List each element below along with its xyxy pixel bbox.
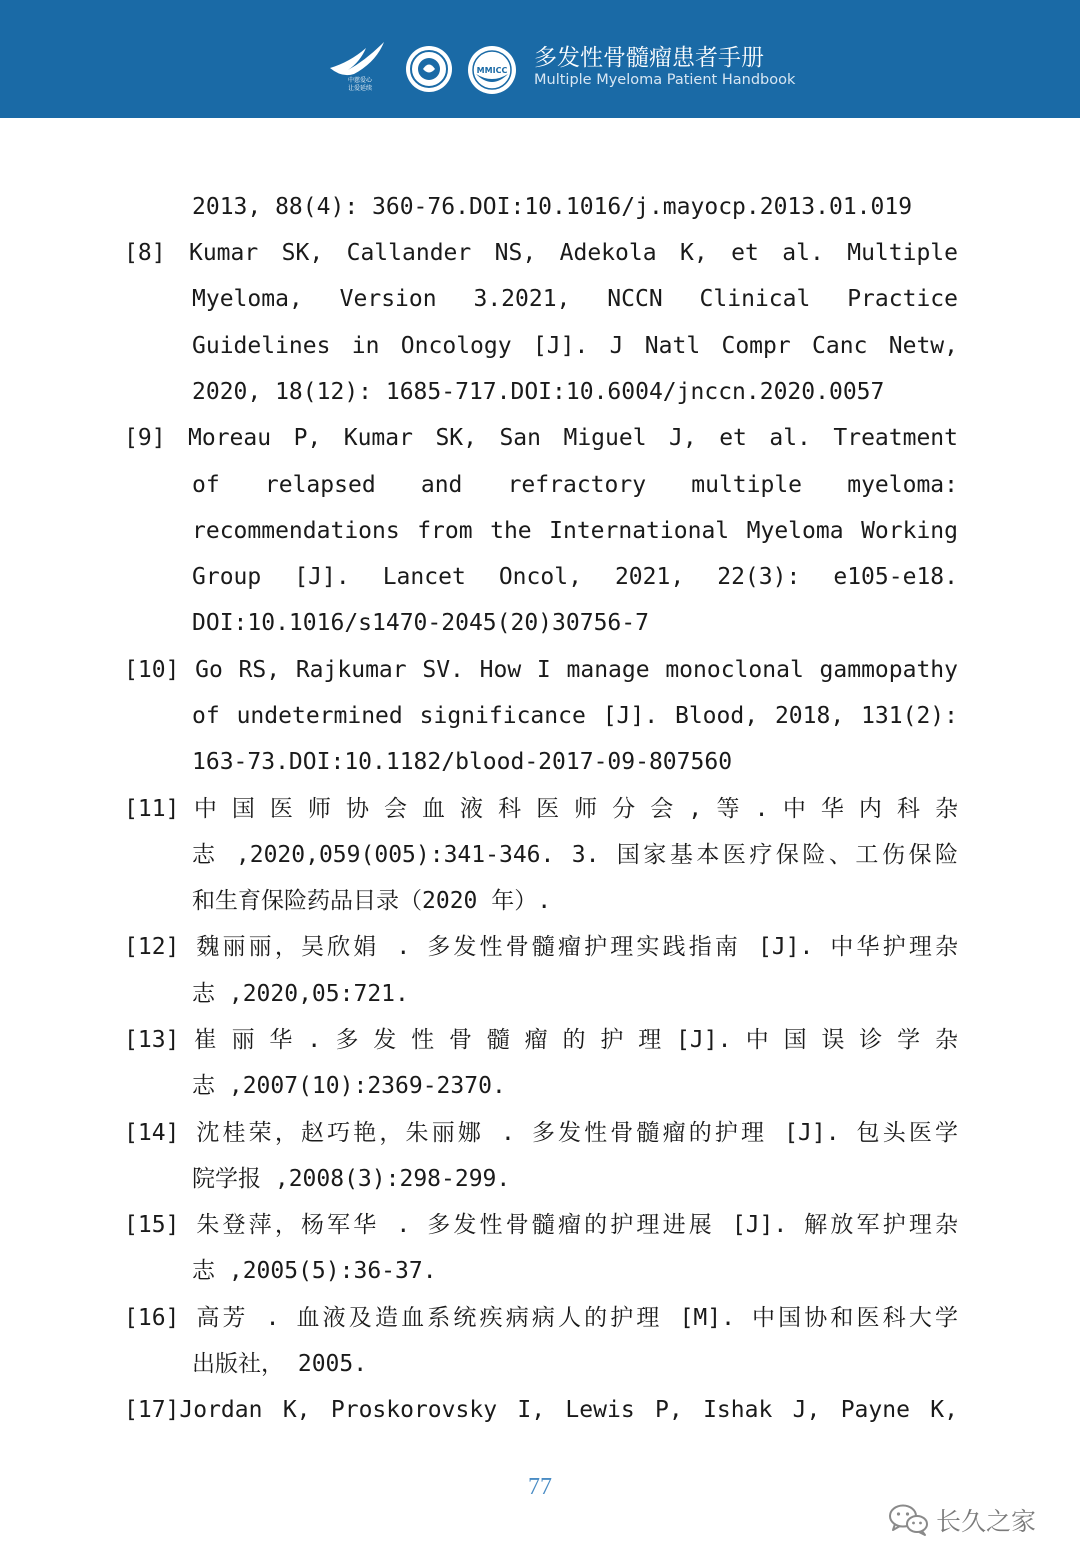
reference-line: Guidelines in Oncology [J]. J Natl Compr Canc Netw, [192,333,958,359]
page-number: 77 [528,1474,552,1500]
reference-line: 2013, 88(4): 360-76.DOI:10.1016/j.mayocp.2013.01.019 [192,194,913,220]
reference-line: of relapsed and refractory multiple myeloma: [192,472,958,498]
reference-line: [14] 沈桂荣，赵巧艳，朱丽娜 . 多发性骨髓瘤的护理 [J]. 包头医学 [124,1120,958,1146]
reference-line: Group [J]. Lancet Oncol, 2021, 22(3): e105-e18. [192,564,958,590]
reference-line: Myeloma, Version 3.2021, NCCN Clinical Practice [192,286,958,312]
reference-line: [13] 崔 丽 华 . 多 发 性 骨 髓 瘤 的 护 理 [J]. 中 国 误 诊 学 杂 [124,1027,958,1053]
logo-icon-seal [404,44,454,94]
wechat-icon [888,1503,930,1537]
reference-line: 志 ,2005(5):36-37. [192,1258,437,1284]
reference-line: 志 ,2020,059(005):341-346. 3. 国家基本医疗保险、工伤保险 [192,842,958,868]
reference-line: 和生育保险药品目录（2020 年）. [192,888,552,914]
reference-line: 志 ,2007(10):2369-2370. [192,1073,506,1099]
logo-text-line1: 中慈爱心 [347,77,373,84]
reference-line: 院学报 ,2008(3):298-299. [192,1166,511,1192]
handbook-subtitle: Multiple Myeloma Patient Handbook [534,72,796,88]
reference-line: DOI:10.1016/s1470-2045(20)30756-7 [192,610,649,636]
reference-line: [8] Kumar SK, Callander NS, Adekola K, et al. Multiple [124,240,958,266]
watermark [888,1500,1036,1540]
logo-icon-association [326,38,394,94]
reference-line: [11] 中 国 医 师 协 会 血 液 科 医 师 分 会 , 等 . 中 华 内 科 杂 [124,796,958,822]
reference-line: [15] 朱登萍，杨军华 . 多发性骨髓瘤的护理进展 [J]. 解放军护理杂 [124,1212,958,1238]
handbook-title: 多发性骨髓瘤患者手册 [534,45,764,71]
page-header [0,0,1080,118]
reference-line: 出版社， 2005. [192,1351,368,1377]
reference-line: 2020, 18(12): 1685-717.DOI:10.6004/jnccn.2020.0057 [192,379,885,405]
reference-line: of undetermined significance [J]. Blood, 2018, 131(2): [192,703,958,729]
watermark-text: 长久之家 [936,1507,1037,1536]
reference-line: [10] Go RS, Rajkumar SV. How I manage monoclonal gammopathy [124,657,958,683]
logo-text-mmicc: MMICC [476,66,508,75]
reference-line: 志 ,2020,05:721. [192,981,409,1007]
reference-line: [12] 魏丽丽，吴欣娟 . 多发性骨髓瘤护理实践指南 [J]. 中华护理杂 [124,934,958,960]
logo-icon-mmicc [466,44,518,96]
reference-line: 163-73.DOI:10.1182/blood-2017-09-807560 [192,749,733,775]
logo-text-line2: 让爱延续 [347,85,373,92]
reference-line: [17]Jordan K, Proskorovsky I, Lewis P, Ishak J, Payne K, [124,1397,958,1423]
reference-line: [9] Moreau P, Kumar SK, San Miguel J, et al. Treatment [124,425,958,451]
reference-line: [16] 高芳 . 血液及造血系统疾病病人的护理 [M]. 中国协和医科大学 [124,1305,958,1331]
reference-line: recommendations from the International Myeloma Working [192,518,958,544]
